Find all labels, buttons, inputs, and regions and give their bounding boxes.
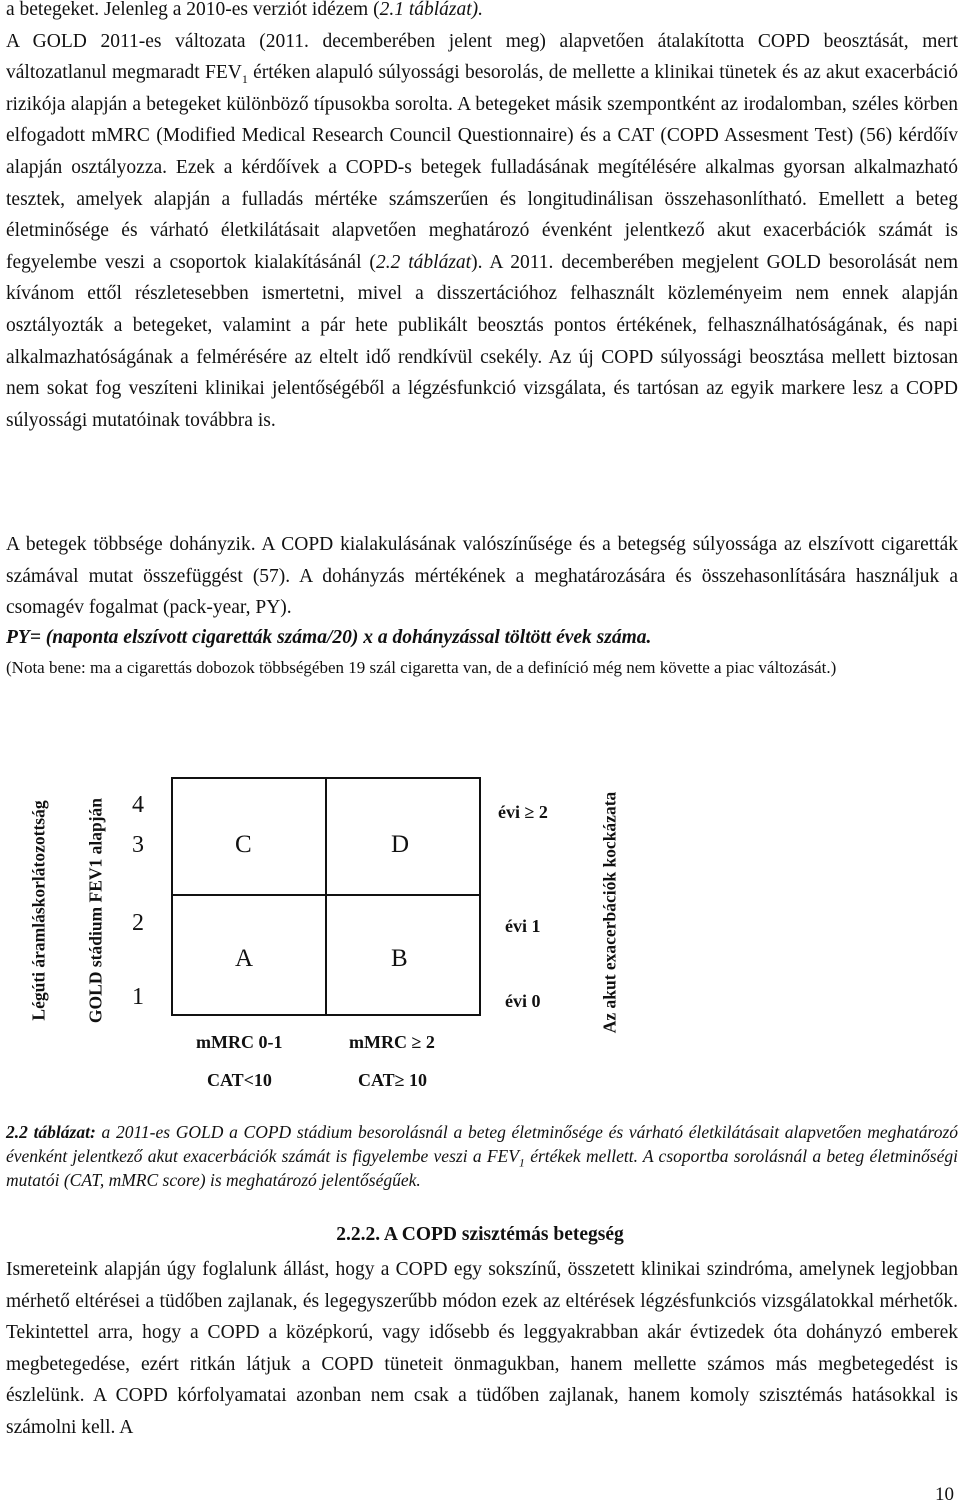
text-s1: A GOLD 2011-es változata (2011. decemberében jelent meg) alapvetően átalakította COPD beosztását, mert változatlanul megmaradt FEV bbox=[6, 30, 958, 84]
risk-label: évi 0 bbox=[505, 991, 541, 1011]
grid-divider-vertical bbox=[325, 779, 327, 1014]
stage-label: 4 bbox=[132, 792, 144, 818]
text-s2: értéken alapuló súlyossági besorolás, de mellette a klinikai tünetek és az akut exacerbáció rizikója alapján a betegeket különböző típusokba sorolta. A betegeket másik szempontként az irodalomban, széles körben elfogadott mMRC (Modified Medical Research Council Questionnaire) és a CAT (COPD Assesment Test) (56) kérdőív alapján osztályozza. Ezek a kérdőívek a COPD-s betegek fulladásának megítélésére alkalmas gyorsan alkalmazható tesztek, amelyek alapján a fulladás mértéke számszerűen és longitudinálisan összehasonlítható. Emellett a beteg életminősége és várható életkilátásait alapvetően meghatározó évenként jelentkező akut exacerbációk számát is fegyelembe veszi a csoportok kialakításánál ( bbox=[6, 62, 958, 273]
stage-label: 3 bbox=[132, 832, 144, 858]
text-line1: a betegeket. Jelenleg a 2010-es verziót idézem ( bbox=[6, 0, 380, 20]
stage-label: 2 bbox=[132, 910, 144, 936]
x-label-cat-high: CAT≥ 10 bbox=[358, 1070, 428, 1090]
paragraph-gold-2011 bbox=[6, 0, 958, 436]
caption-fev-subscript: 1 bbox=[518, 1155, 525, 1170]
right-axis-label-exacerbation: Az akut exacerbációk kockázata bbox=[599, 791, 620, 1034]
figure-caption bbox=[6, 1120, 958, 1192]
page-number: 10 bbox=[935, 1484, 954, 1505]
group-d: D bbox=[391, 831, 410, 858]
grid-divider-horizontal bbox=[173, 894, 479, 896]
section-heading: 2.2.2. A COPD szisztémás betegség bbox=[336, 1224, 624, 1245]
group-c: C bbox=[235, 831, 252, 858]
caption-text2: értékek mellett. A csoportba sorolásnál a beteg életminőségi mutatói (CAT, mMRC score) is meghatározó jelentőségűek. bbox=[6, 1146, 958, 1190]
x-label-mmrc-high: mMRC ≥ 2 bbox=[349, 1032, 435, 1052]
table-ref-2-2: 2.2 táblázat bbox=[375, 251, 472, 273]
paragraph-systemic: Ismereteink alapján úgy foglalunk állást, hogy a COPD egy sokszínű, összetett klinikai szindróma, amelynek legjobban mérhető eltérései a tüdőben zajlanak, és legegyszerűbb módon ezek az eltérések légzésfunkciós vizsgálatokkal mérhetők. Tekintettel arra, hogy a COPD a középkorú, vagy idősebb és leggyakrabban akár évtizedek óta dohányzó emberek megbetegedése, ezért ritkán látjuk a COPD tüneteit önmagukban, hanem mellette számos más megbetegedést is észlelünk. A COPD kórfolyamatai azonban nem csak a tüdőben zajlanak, hanem komoly szisztémás hatásokkal is számolni kell. A bbox=[6, 1259, 958, 1438]
x-label-cat-low: CAT<10 bbox=[207, 1070, 272, 1090]
caption-label: 2.2 táblázat: bbox=[6, 1122, 96, 1142]
classification-grid bbox=[171, 777, 481, 1016]
text-s3: ). A 2011. decemberében megjelent GOLD besorolását nem kívánom ettől részletesebben ismertetni, mivel a disszertációhoz felhasznált közleményeim nem ennek alapján osztályozták a betegeket, valamint a pár hete publikált beosztás pontos értékének, felhasználhatóságának, és napi alkalmazhatóságának a felmérésére az eltelt idő rendkívül csekély. Az új COPD súlyossági beosztása mellett biztosan nem sokat fog veszíteni klinikai jelentőségéből a légzésfunkció vizsgálata, és tartósan az egyik markere lesz a COPD súlyossági mutatóinak továbbra is. bbox=[6, 251, 958, 431]
table-ref-2-1: 2.1 táblázat). bbox=[379, 0, 484, 20]
nota-bene-note: (Nota bene: ma a cigarettás dobozok többségében 19 szál cigaretta van, de a definíció még nem követte a piac változását.) bbox=[6, 658, 837, 677]
paragraph-smoking: A betegek többsége dohányzik. A COPD kialakulásának valószínűsége és a betegség súlyossága az elszívott cigaretták számával mutat összefüggést (57). A dohányzás mértékének a meghatározására és összehasonlítására használjuk a csomagév fogalmat (pack-year, PY). bbox=[6, 534, 958, 619]
left-axis-label-airflow: Légúti áramláskorlátozottság bbox=[28, 800, 49, 1021]
stage-label: 1 bbox=[132, 984, 144, 1010]
left-axis-label-gold-stage: GOLD stádium FEV1 alapján bbox=[85, 797, 106, 1024]
gold-classification-figure bbox=[0, 760, 960, 1100]
group-a: A bbox=[235, 945, 254, 972]
x-label-mmrc-low: mMRC 0-1 bbox=[196, 1032, 283, 1052]
caption-text1: a 2011-es GOLD a COPD stádium besorolásnál a beteg életminősége és várható életkilátásait alapvetően meghatározó évenként jelentkező akut exacerbációk számát is figyelembe veszi a FEV bbox=[6, 1122, 958, 1166]
risk-label: évi ≥ 2 bbox=[498, 802, 548, 822]
fev-subscript: 1 bbox=[241, 72, 248, 87]
risk-label: évi 1 bbox=[505, 916, 541, 936]
group-b: B bbox=[391, 945, 408, 972]
pack-year-formula: PY= (naponta elszívott cigaretták száma/20) x a dohányzással töltött évek száma. bbox=[6, 627, 652, 648]
